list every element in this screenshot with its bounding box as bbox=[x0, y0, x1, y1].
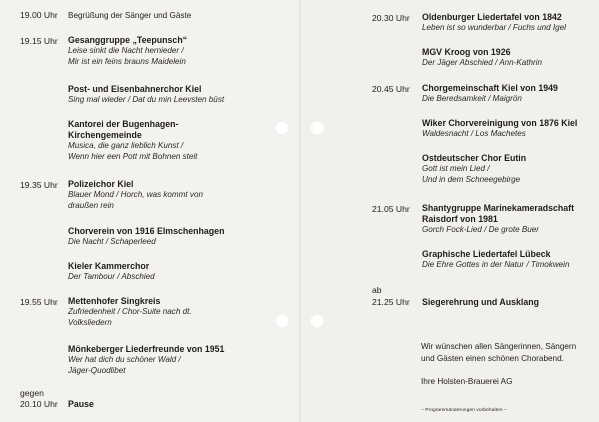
time-2105: 21.05 Uhr bbox=[372, 204, 410, 214]
program-item bbox=[68, 344, 224, 376]
program-item bbox=[68, 296, 192, 328]
closing-wish bbox=[421, 341, 576, 365]
song-line: Jäger-Quodlibet bbox=[68, 365, 126, 375]
song-line: Und in dem Schneegebirge bbox=[422, 174, 521, 184]
group-name: Kirchengemeinde bbox=[68, 130, 142, 140]
program-item bbox=[422, 12, 566, 34]
song-line: Der Tambour / Abschied bbox=[68, 272, 155, 281]
song-line: Der Jäger Abschied / Ann-Kathrin bbox=[422, 58, 542, 67]
time-1955: 19.55 Uhr bbox=[20, 297, 58, 307]
song-line: Die Nacht / Schaperleed bbox=[68, 237, 156, 246]
song-line: Leise sinkt die Nacht hernieder / bbox=[68, 46, 184, 55]
time-2030: 20.30 Uhr bbox=[372, 13, 410, 23]
song-line: Wenn hier een Pott mit Bohnen steit bbox=[68, 151, 198, 161]
song-line: Zufriedenheit / Chor-Suite nach dt. bbox=[68, 307, 192, 316]
group-name: Post- und Eisenbahnerchor Kiel bbox=[68, 84, 202, 94]
group-name: Chorverein von 1916 Elmschenhagen bbox=[68, 226, 225, 236]
program-item bbox=[422, 83, 558, 105]
song-line: draußen rein bbox=[68, 200, 114, 210]
time-2045: 20.45 Uhr bbox=[372, 84, 410, 94]
song-line: Musica, die ganz lieblich Kunst / bbox=[68, 141, 184, 150]
song-line: Die Ehre Gottes in der Natur / Timokwein bbox=[422, 260, 570, 269]
group-name: Ostdeutscher Chor Eutin bbox=[422, 153, 527, 163]
program-item bbox=[422, 249, 569, 271]
song-line: Leben ist so wunderbar / Fuchs und Igel bbox=[422, 23, 566, 32]
group-name: Mettenhofer Singkreis bbox=[68, 296, 161, 306]
group-name: Kieler Kammerchor bbox=[68, 261, 150, 271]
time-1900: 19.00 Uhr bbox=[20, 10, 58, 20]
page-fold bbox=[299, 0, 301, 422]
program-item bbox=[68, 261, 155, 283]
time-2125: 21.25 Uhr bbox=[372, 297, 410, 307]
song-line: Gott ist mein Lied / bbox=[422, 164, 490, 173]
welcome-text: Begrüßung der Sänger und Gäste bbox=[68, 11, 192, 20]
pause-label: Pause bbox=[68, 399, 94, 409]
wish-line: Wir wünschen allen Sängerinnen, Sängern bbox=[421, 342, 577, 351]
program-item bbox=[68, 35, 187, 67]
award-ceremony: Siegerehrung und Ausklang bbox=[422, 297, 539, 307]
song-line: Gorch Fock-Lied / De grote Buer bbox=[422, 225, 539, 234]
program-item bbox=[68, 226, 224, 248]
group-name: Gesanggruppe „Teepunsch“ bbox=[68, 35, 188, 45]
program-item bbox=[422, 118, 577, 140]
program-item bbox=[422, 203, 574, 236]
group-name: Raisdorf von 1981 bbox=[422, 214, 498, 224]
group-name: Wiker Chorvereinigung von 1876 Kiel bbox=[422, 118, 578, 128]
punch-hole-right-top bbox=[310, 121, 324, 135]
punch-hole-right-bottom bbox=[310, 314, 324, 328]
group-name: Mönkeberger Liederfreunde von 1951 bbox=[68, 344, 225, 354]
group-name: Shantygruppe Marinekameradschaft bbox=[422, 203, 575, 213]
group-name: Graphische Liedertafel Lübeck bbox=[422, 249, 551, 259]
song-line: Blauer Mond / Horch, was kommt von bbox=[68, 190, 203, 199]
punch-hole-left-top bbox=[275, 121, 289, 135]
group-name: Chorgemeinschaft Kiel von 1949 bbox=[422, 83, 558, 93]
sponsor-signature: Ihre Holsten-Brauerei AG bbox=[421, 377, 513, 386]
time-1935: 19.35 Uhr bbox=[20, 180, 58, 190]
wish-line: und Gästen einen schönen Chorabend. bbox=[421, 354, 564, 363]
time-1915: 19.15 Uhr bbox=[20, 36, 58, 46]
group-name: MGV Kroog von 1926 bbox=[422, 47, 511, 57]
program-item bbox=[422, 153, 526, 185]
song-line: Mir ist ein feins brauns Maidelein bbox=[68, 56, 186, 66]
song-line: Waldesnacht / Los Machetes bbox=[422, 129, 526, 138]
song-line: Wer hat dich du schöner Wald / bbox=[68, 355, 181, 364]
program-item bbox=[422, 47, 542, 69]
group-name: Kantorei der Bugenhagen- bbox=[68, 119, 179, 129]
group-name: Polizeichor Kiel bbox=[68, 179, 134, 189]
song-line: Die Beredsamkeit / Maigrön bbox=[422, 94, 522, 103]
program-item bbox=[68, 84, 224, 106]
group-name: Oldenburger Liedertafel von 1842 bbox=[422, 12, 562, 22]
song-line: Volksliedern bbox=[68, 317, 112, 327]
program-item bbox=[68, 119, 197, 162]
song-line: Sing mal wieder / Dat du min Leevsten büst bbox=[68, 95, 225, 104]
program-item bbox=[68, 179, 203, 211]
punch-hole-left-bottom bbox=[275, 314, 289, 328]
time-2010: 20.10 Uhr bbox=[20, 399, 58, 409]
ab-label: ab bbox=[372, 285, 382, 295]
gegen-label: gegen bbox=[20, 388, 44, 398]
program-change-note: – Programmänderungen vorbehalten – bbox=[421, 408, 507, 413]
